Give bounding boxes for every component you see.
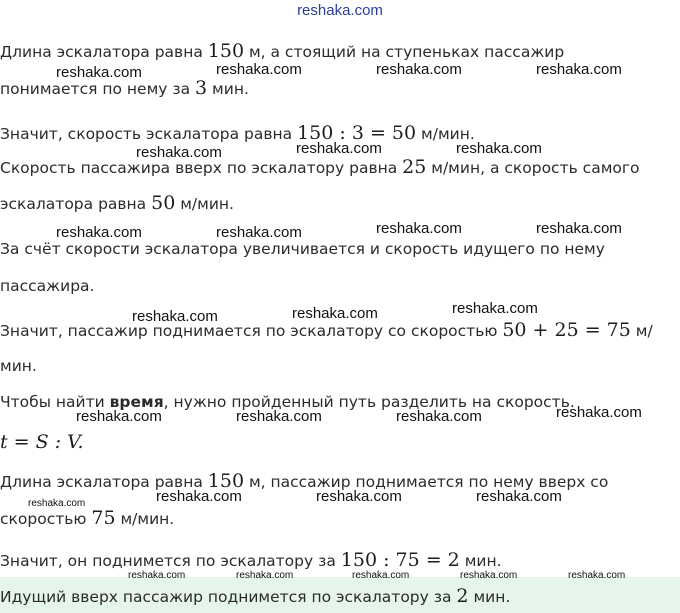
watermark: reshaka.com <box>456 140 542 157</box>
math: 50 + 25 = 75 <box>502 319 631 341</box>
watermark: reshaka.com <box>236 408 322 425</box>
watermark: reshaka.com <box>376 220 462 237</box>
text-line-1 <box>0 41 564 62</box>
watermark: reshaka.com <box>216 61 302 78</box>
watermark: reshaka.com <box>296 140 382 157</box>
watermark: reshaka.com <box>452 300 538 317</box>
math: 50 <box>151 192 176 214</box>
math: 150 <box>207 40 245 62</box>
watermark: reshaka.com <box>316 488 402 505</box>
answer-box <box>0 577 680 613</box>
text: м, а стоящий на ступеньках пассажир <box>244 43 565 61</box>
math: 150 : 3 = 50 <box>297 122 417 144</box>
text: м, пассажир поднимается по нему вверх со <box>244 473 609 491</box>
text: понимается по нему за <box>0 80 196 98</box>
watermark: reshaka.com <box>556 404 642 421</box>
watermark: reshaka.com <box>56 224 142 241</box>
text: мин. <box>207 80 249 98</box>
text: Значит, скорость эскалатора равна <box>0 125 298 143</box>
text-line-14 <box>0 550 502 571</box>
watermark: reshaka.com <box>536 220 622 237</box>
text: м/мин, а скорость самого <box>426 159 640 177</box>
text: эскалатора равна <box>0 195 152 213</box>
watermark: reshaka.com <box>476 488 562 505</box>
bold-term: время <box>109 393 164 411</box>
text: Длина эскалатора равна <box>0 43 208 61</box>
text: Идущий вверх пассажир поднимется по эскалатору за <box>0 588 457 606</box>
text: м/мин. <box>115 510 175 528</box>
watermark: reshaka.com <box>132 308 218 325</box>
text-line-3 <box>0 123 475 144</box>
watermark: reshaka.com <box>292 305 378 322</box>
text: Значит, он поднимется по эскалатору за <box>0 552 341 570</box>
watermark: reshaka.com <box>156 488 242 505</box>
text: Чтобы найти <box>0 393 110 411</box>
watermark: reshaka.com <box>352 570 410 581</box>
text-line-13 <box>0 508 174 529</box>
text-line-5 <box>0 193 234 214</box>
text-line-9 <box>0 356 37 376</box>
text: мин. <box>459 552 502 570</box>
watermark: reshaka.com <box>216 224 302 241</box>
text: скоростью <box>0 510 92 528</box>
watermark: reshaka.com <box>136 144 222 161</box>
text: м/мин. <box>416 125 475 143</box>
answer-line <box>0 586 510 607</box>
watermark: reshaka.com <box>56 64 142 81</box>
math: 25 <box>402 156 427 178</box>
math: 150 : 75 = 2 <box>340 549 460 571</box>
text: За счёт скорости эскалатора увеличивается и скорость идущего по нему <box>0 240 605 258</box>
watermark: reshaka.com <box>128 570 186 581</box>
watermark: reshaka.com <box>568 570 626 581</box>
formula: t = S : V. <box>0 431 84 453</box>
text-line-7 <box>0 276 94 296</box>
text: мин. <box>468 588 511 606</box>
watermark: reshaka.com <box>236 570 294 581</box>
formula-line <box>0 432 84 453</box>
text-line-6 <box>0 239 605 259</box>
text-line-2 <box>0 78 249 99</box>
text: м/ <box>630 322 653 340</box>
text: пассажира. <box>0 277 95 295</box>
text-line-8 <box>0 320 653 341</box>
text: Значит, пассажир поднимается по эскалатору со скоростью <box>0 322 503 340</box>
watermark: reshaka.com <box>536 61 622 78</box>
watermark: reshaka.com <box>376 61 462 78</box>
text: м/мин. <box>175 195 234 213</box>
math: 150 <box>207 470 245 492</box>
watermark: reshaka.com <box>460 570 518 581</box>
text: мин. <box>0 357 37 375</box>
watermark: reshaka.com <box>28 498 86 509</box>
math: 75 <box>91 507 116 529</box>
text: Скорость пассажира вверх по эскалатору равна <box>0 159 403 177</box>
watermark: reshaka.com <box>76 408 162 425</box>
site-header-watermark: reshaka.com <box>297 2 383 19</box>
text: , нужно пройденный путь разделить на скорость. <box>163 393 575 411</box>
math: 3 <box>195 77 208 99</box>
math: 2 <box>456 585 469 607</box>
watermark: reshaka.com <box>396 408 482 425</box>
text-line-4 <box>0 157 640 178</box>
text: Длина эскалатора равна <box>0 473 208 491</box>
